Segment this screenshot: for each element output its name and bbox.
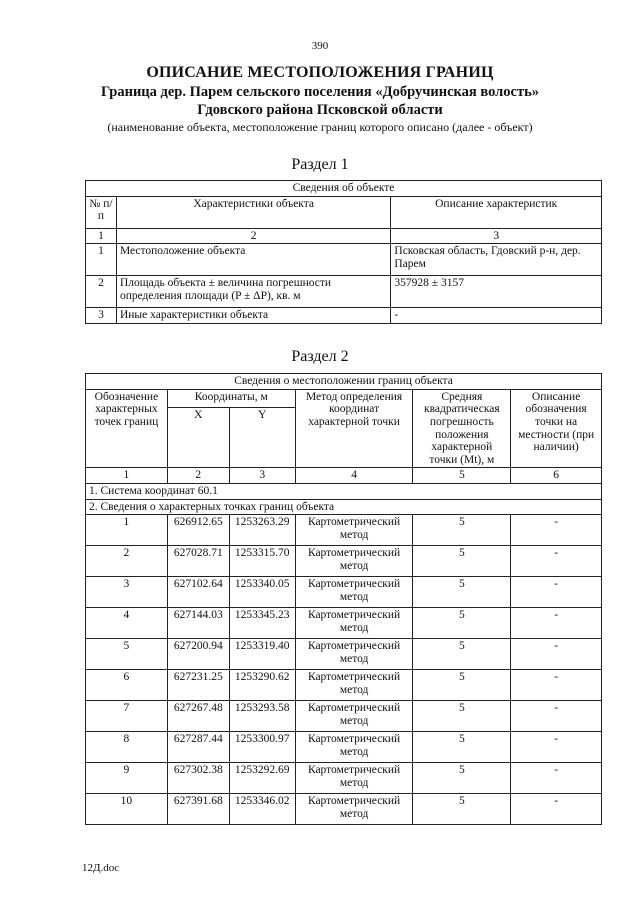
col-x-header: X bbox=[167, 408, 229, 468]
row-num: 2 bbox=[86, 276, 117, 308]
point-error: 5 bbox=[413, 670, 511, 701]
table-row bbox=[86, 732, 602, 763]
point-x: 627200.94 bbox=[167, 639, 229, 670]
point-error: 5 bbox=[413, 763, 511, 794]
point-description: - bbox=[511, 794, 602, 825]
point-x: 627102.64 bbox=[167, 577, 229, 608]
point-description: - bbox=[511, 639, 602, 670]
point-method: Картометрический метод bbox=[295, 608, 413, 639]
table-row bbox=[86, 276, 602, 308]
point-y: 1253340.05 bbox=[229, 577, 295, 608]
page-number: 390 bbox=[311, 40, 329, 52]
point-x: 627267.48 bbox=[167, 701, 229, 732]
col-num-header: № п/п bbox=[86, 196, 117, 228]
table-row bbox=[86, 515, 602, 546]
point-number: 9 bbox=[86, 763, 168, 794]
point-number: 2 bbox=[86, 546, 168, 577]
point-y: 1253292.69 bbox=[229, 763, 295, 794]
point-y: 1253263.29 bbox=[229, 515, 295, 546]
col-index: 3 bbox=[391, 228, 602, 244]
point-error: 5 bbox=[413, 608, 511, 639]
table-header: Сведения об объекте bbox=[86, 181, 602, 197]
col-method-header: Метод определения координат характерной точки bbox=[295, 389, 413, 468]
point-x: 627391.68 bbox=[167, 794, 229, 825]
table-row bbox=[86, 244, 602, 276]
col-index: 2 bbox=[116, 228, 390, 244]
table-header: Сведения о местоположении границ объекта bbox=[86, 374, 602, 390]
point-method: Картометрический метод bbox=[295, 546, 413, 577]
point-number: 10 bbox=[86, 794, 168, 825]
point-method: Картометрический метод bbox=[295, 670, 413, 701]
col-index: 4 bbox=[295, 468, 413, 484]
point-y: 1253346.02 bbox=[229, 794, 295, 825]
row-char: Площадь объекта ± величина погрешности определения площади (P ± ΔP), кв. м bbox=[116, 276, 390, 308]
col-coords-header: Координаты, м bbox=[167, 389, 295, 408]
row-desc: 357928 ± 3157 bbox=[391, 276, 602, 308]
point-error: 5 bbox=[413, 515, 511, 546]
col-char-header: Характеристики объекта bbox=[116, 196, 390, 228]
row-char: Местоположение объекта bbox=[116, 244, 390, 276]
row-char: Иные характеристики объекта bbox=[116, 308, 390, 324]
point-number: 3 bbox=[86, 577, 168, 608]
point-method: Картометрический метод bbox=[295, 701, 413, 732]
point-method: Картометрический метод bbox=[295, 577, 413, 608]
point-error: 5 bbox=[413, 732, 511, 763]
boundary-points-table bbox=[85, 373, 602, 825]
table-row bbox=[86, 701, 602, 732]
document-title: ОПИСАНИЕ МЕСТОПОЛОЖЕНИЯ ГРАНИЦ bbox=[146, 64, 494, 81]
point-method: Картометрический метод bbox=[295, 515, 413, 546]
point-method: Картометрический метод bbox=[295, 732, 413, 763]
point-error: 5 bbox=[413, 639, 511, 670]
point-x: 627287.44 bbox=[167, 732, 229, 763]
point-description: - bbox=[511, 546, 602, 577]
point-description: - bbox=[511, 515, 602, 546]
table-row bbox=[86, 670, 602, 701]
point-method: Картометрический метод bbox=[295, 763, 413, 794]
table-row bbox=[86, 639, 602, 670]
point-y: 1253319.40 bbox=[229, 639, 295, 670]
point-x: 627028.71 bbox=[167, 546, 229, 577]
point-description: - bbox=[511, 670, 602, 701]
footer-filename: 12Д.doc bbox=[82, 862, 120, 874]
object-info-table bbox=[85, 180, 602, 324]
document-subtitle-line1: Граница дер. Парем сельского поселения «Добручинская волость» bbox=[100, 84, 540, 100]
row-num: 1 bbox=[86, 244, 117, 276]
point-error: 5 bbox=[413, 546, 511, 577]
col-index: 1 bbox=[86, 228, 117, 244]
row-num: 3 bbox=[86, 308, 117, 324]
points-body bbox=[86, 515, 602, 825]
col-index: 1 bbox=[86, 468, 168, 484]
table-row bbox=[86, 608, 602, 639]
subtitle-note: (наименование объекта, местоположение границ которого описано (далее - объект) bbox=[107, 120, 533, 134]
row-desc: - bbox=[391, 308, 602, 324]
document-subtitle-line2: Гдовского района Псковской области bbox=[197, 102, 443, 118]
point-description: - bbox=[511, 763, 602, 794]
point-number: 7 bbox=[86, 701, 168, 732]
col-error-header: Средняя квадратическая погрешность положения характерной точки (Mt), м bbox=[413, 389, 511, 468]
col-index: 6 bbox=[511, 468, 602, 484]
coordinate-system-row: 1. Система координат 60.1 bbox=[86, 484, 602, 500]
section1-title: Раздел 1 bbox=[291, 156, 349, 173]
table-row bbox=[86, 308, 602, 324]
point-y: 1253290.62 bbox=[229, 670, 295, 701]
point-number: 1 bbox=[86, 515, 168, 546]
row-desc: Псковская область, Гдовский р-н, дер. Парем bbox=[391, 244, 602, 276]
point-x: 627231.25 bbox=[167, 670, 229, 701]
section2-title: Раздел 2 bbox=[291, 348, 349, 365]
col-index: 2 bbox=[167, 468, 229, 484]
col-point-header: Обозначение характерных точек границ bbox=[86, 389, 168, 468]
point-method: Картометрический метод bbox=[295, 639, 413, 670]
point-x: 627144.03 bbox=[167, 608, 229, 639]
point-number: 5 bbox=[86, 639, 168, 670]
point-description: - bbox=[511, 732, 602, 763]
table-row bbox=[86, 577, 602, 608]
points-heading-row: 2. Сведения о характерных точках границ объекта bbox=[86, 499, 602, 515]
point-y: 1253300.97 bbox=[229, 732, 295, 763]
point-description: - bbox=[511, 577, 602, 608]
point-number: 8 bbox=[86, 732, 168, 763]
point-method: Картометрический метод bbox=[295, 794, 413, 825]
col-index: 3 bbox=[229, 468, 295, 484]
point-x: 627302.38 bbox=[167, 763, 229, 794]
table-row bbox=[86, 546, 602, 577]
point-error: 5 bbox=[413, 577, 511, 608]
point-number: 4 bbox=[86, 608, 168, 639]
point-x: 626912.65 bbox=[167, 515, 229, 546]
point-y: 1253345.23 bbox=[229, 608, 295, 639]
table-row bbox=[86, 794, 602, 825]
point-description: - bbox=[511, 701, 602, 732]
col-index: 5 bbox=[413, 468, 511, 484]
point-error: 5 bbox=[413, 701, 511, 732]
point-error: 5 bbox=[413, 794, 511, 825]
point-description: - bbox=[511, 608, 602, 639]
col-descr-header: Описание обозначения точки на местности (при наличии) bbox=[511, 389, 602, 468]
point-number: 6 bbox=[86, 670, 168, 701]
point-y: 1253293.58 bbox=[229, 701, 295, 732]
col-desc-header: Описание характеристик bbox=[391, 196, 602, 228]
col-y-header: Y bbox=[229, 408, 295, 468]
point-y: 1253315.70 bbox=[229, 546, 295, 577]
table-row bbox=[86, 763, 602, 794]
